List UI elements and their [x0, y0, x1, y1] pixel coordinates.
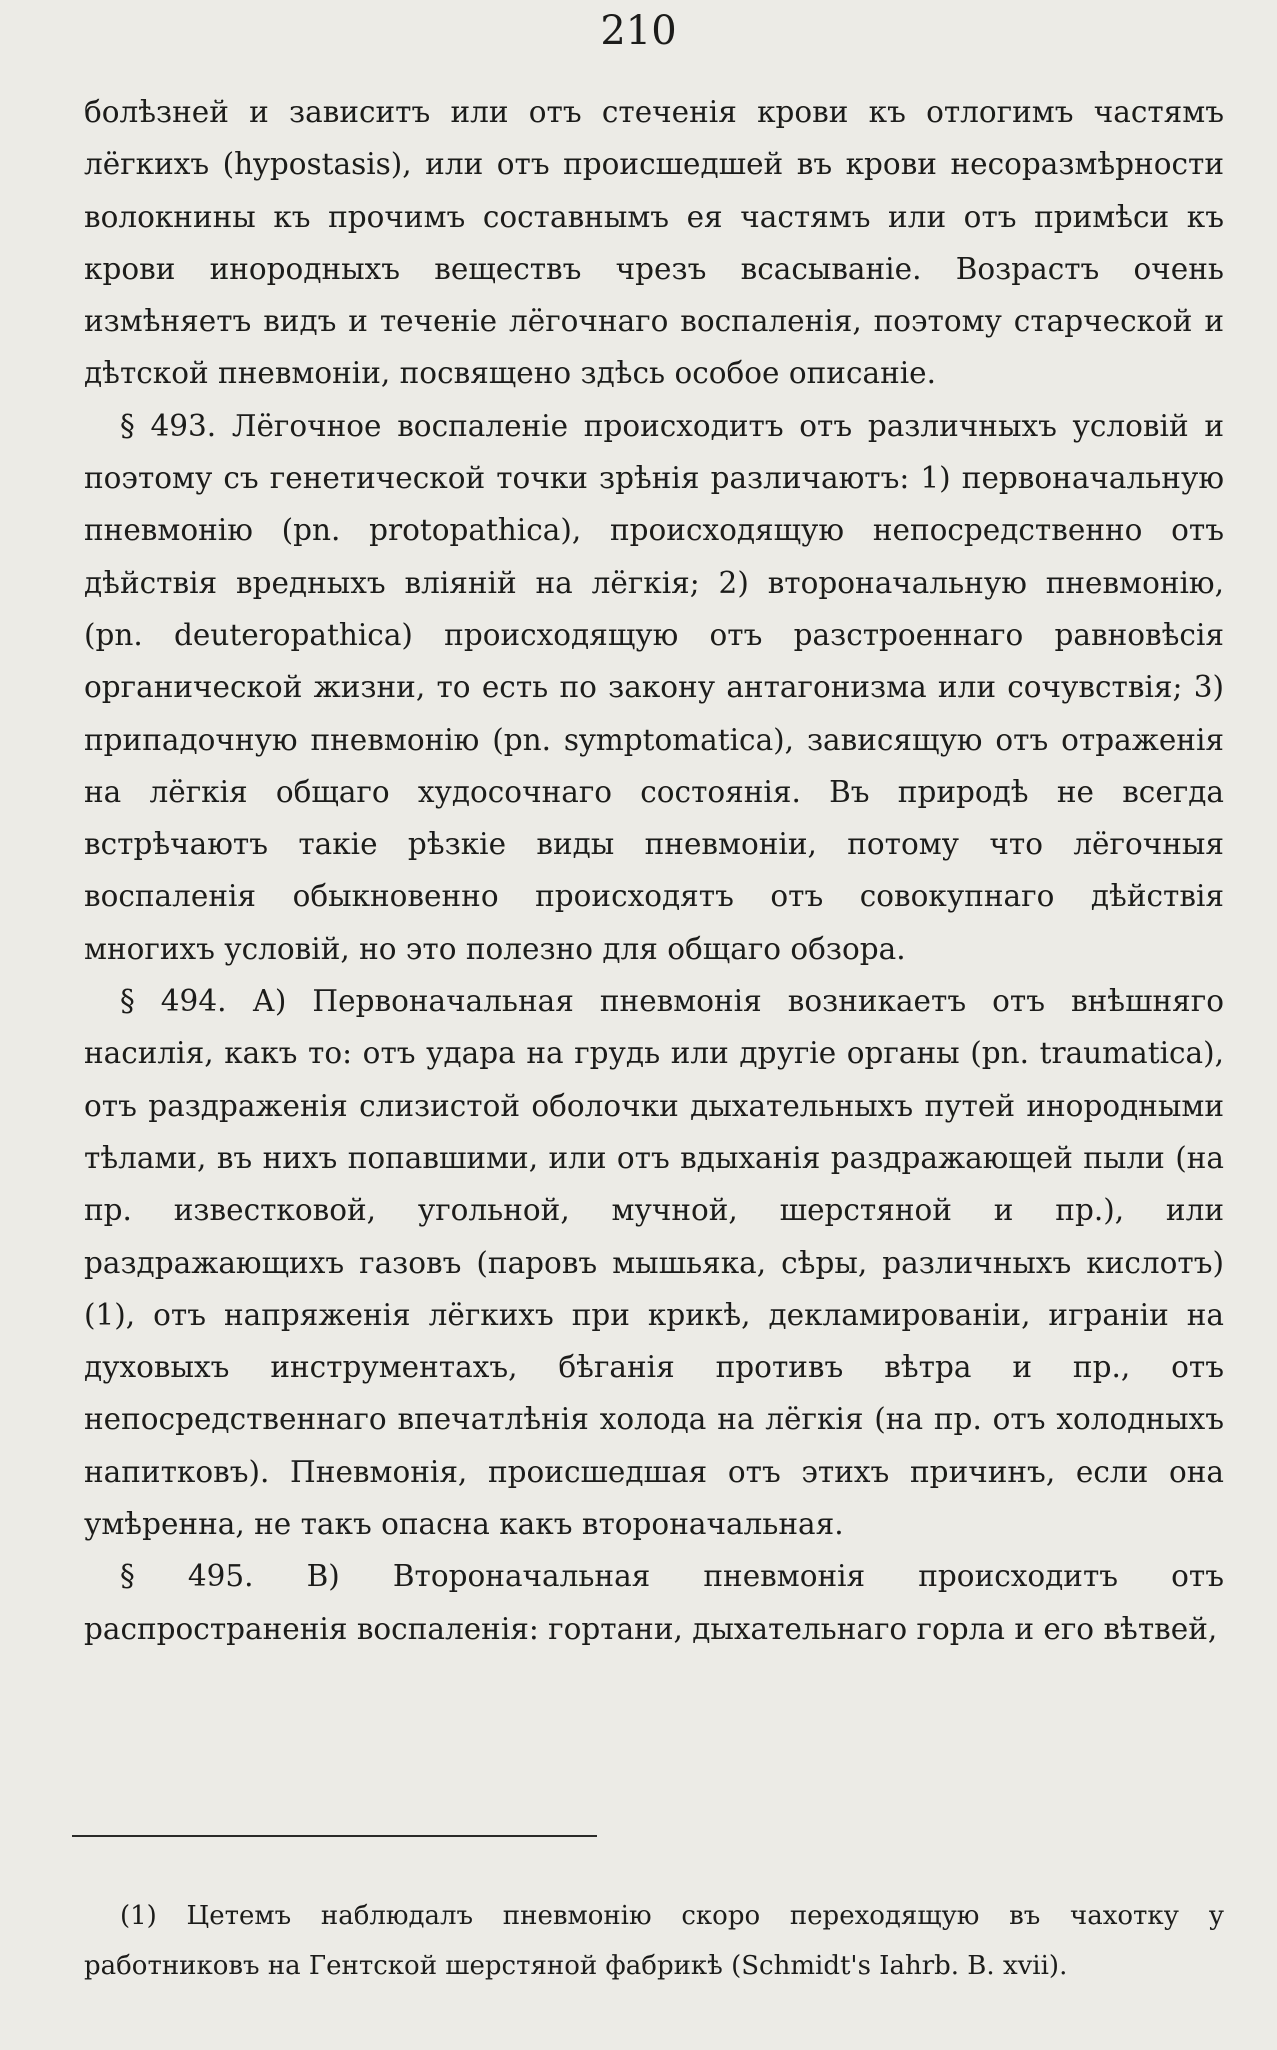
- footnote: [84, 1891, 1224, 1991]
- paragraph-494: § 494. А) Первоначальная пневмонія возникаетъ отъ внѣшняго насилія, какъ то: отъ удара на грудь или другіе органы (pn. traumatica), отъ раздраженія слизистой оболочки дыхательныхъ путей инородными тѣлами, въ нихъ попавшими, или отъ вдыханія раздражающей пыли (на пр. известковой, угольной, мучной, шерстяной и пр.), или раздражающихъ газовъ (паровъ мышьяка, сѣры, различныхъ кислотъ) (1), отъ напряженія лёгкихъ при крикѣ, декламированіи, играніи на духовыхъ инструментахъ, бѣганія противъ вѣтра и пр., отъ непосредственнаго впечатлѣнія холода на лёгкія (на пр. отъ холодныхъ напитковъ). Пневмонія, происшедшая отъ этихъ причинъ, если она умѣренна, не такъ опасна какъ второначальная.: [84, 984, 1224, 1542]
- paragraph-495: § 495. B) Второначальная пневмонія происходитъ отъ распространенія воспаленія: гортани, дыхательнаго горла и его вѣтвей,: [84, 1559, 1224, 1646]
- footnote-text: (1) Цетемъ наблюдалъ пневмонію скоро переходящую въ чахотку у работниковъ на Гентской шерстяной фабрикѣ (Schmidt's Iahrb. B. xvii).: [84, 1901, 1224, 1981]
- paragraph-493: § 493. Лёгочное воспаленіе происходитъ отъ различныхъ условій и поэтому съ генетической точки зрѣнія различаютъ: 1) первоначальную пневмонію (pn. protopathica), происходящую непосредственно отъ дѣйствія вредныхъ вліяній на лёгкія; 2) второначальную пневмонію, (pn. deuteropathica) происходящую отъ разстроеннаго равновѣсія органической жизни, то есть по закону антагонизма или сочувствія; 3) припадочную пневмонію (pn. symptomatica), зависящую отъ отраженія на лёгкія общаго худосочнаго состоянія. Въ природѣ не всегда встрѣчаютъ такіе рѣзкіе виды пневмоніи, потому что лёгочныя воспаленія обыкновенно происходятъ отъ совокупнаго дѣйствія многихъ условій, но это полезно для общаго обзора.: [84, 408, 1224, 966]
- page-number: 210: [600, 8, 677, 54]
- body-text: [84, 86, 1224, 1655]
- paragraph-continuation: болѣзней и зависитъ или отъ стеченія крови къ отлогимъ частямъ лёгкихъ (hypostasis), или отъ происшедшей въ крови несоразмѣрности волокнины къ прочимъ составнымъ ея частямъ или отъ примѣси къ крови инородныхъ веществъ чрезъ всасываніе. Возрастъ очень измѣняетъ видъ и теченіе лёгочнаго воспаленія, поэтому старческой и дѣтской пневмоніи, посвящено здѣсь особое описаніе.: [84, 95, 1224, 391]
- footnote-divider: [72, 1835, 597, 1837]
